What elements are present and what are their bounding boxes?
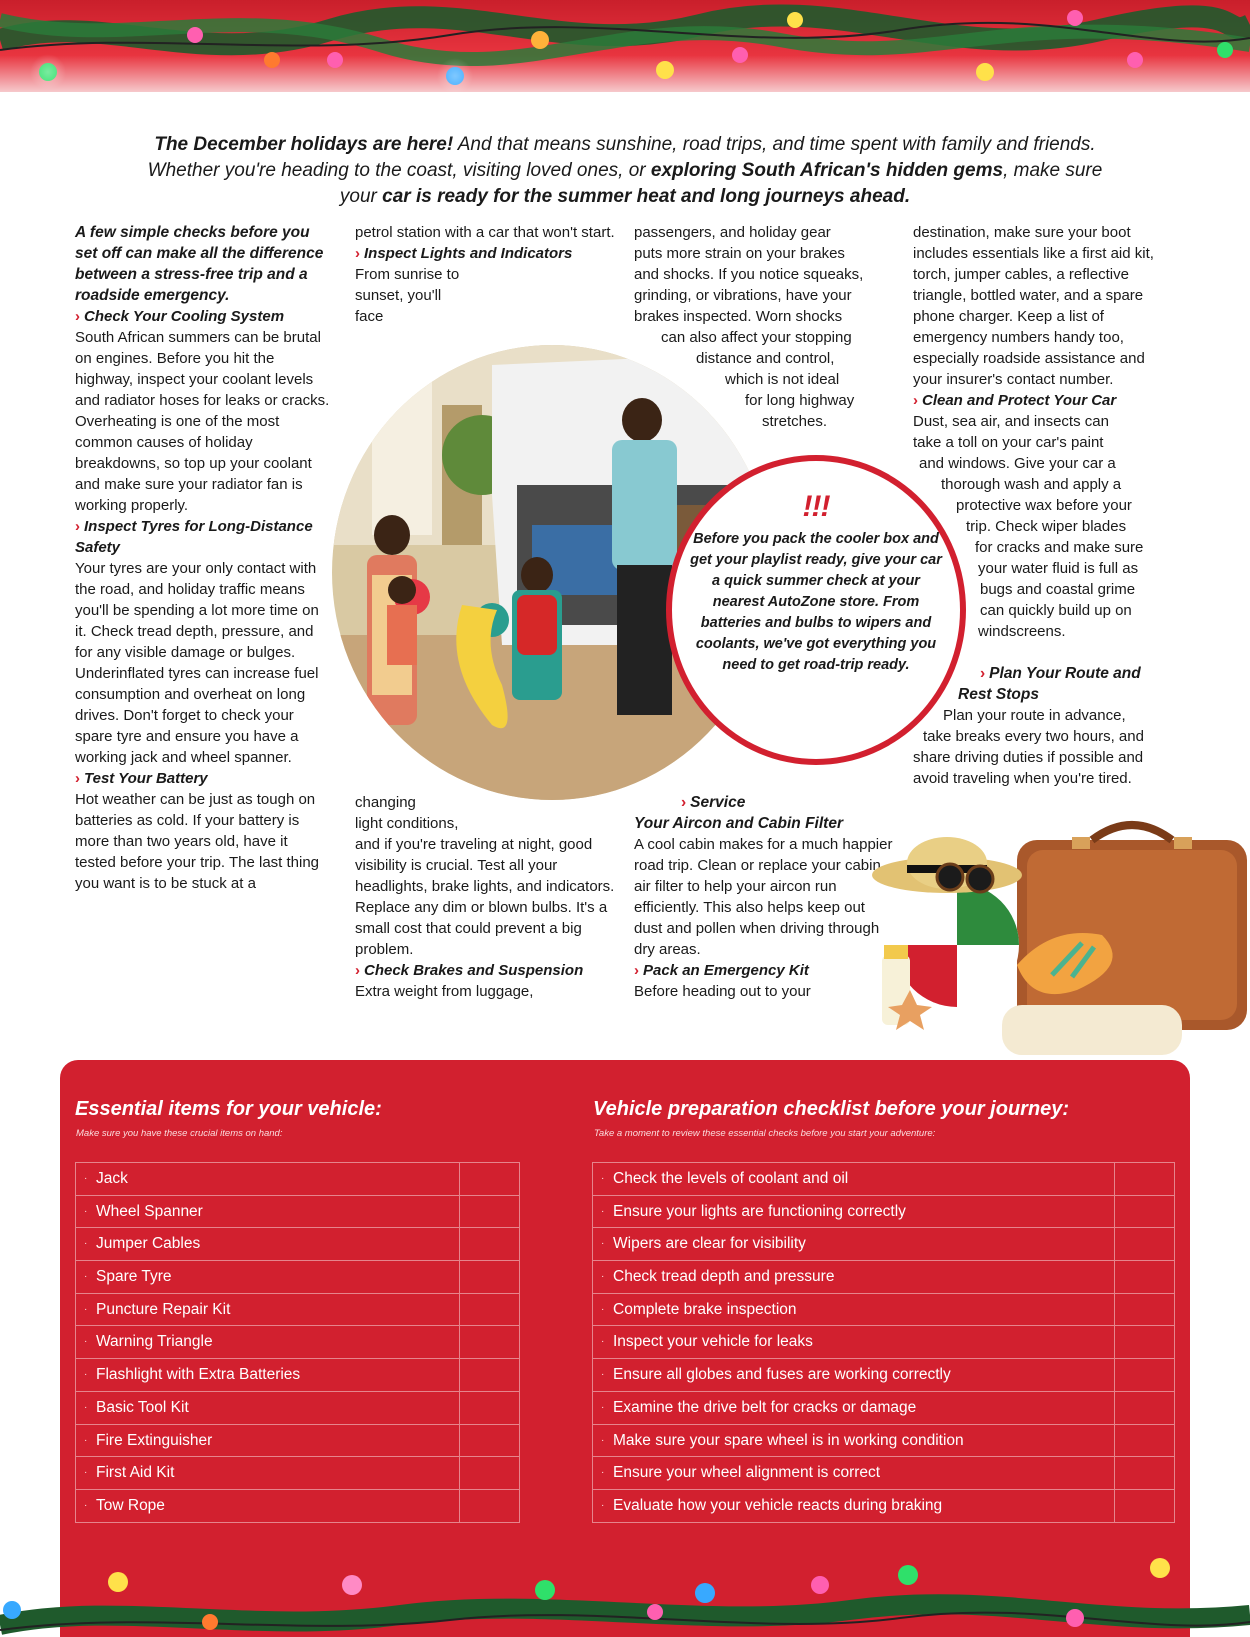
tick-box[interactable] <box>1114 1196 1174 1228</box>
tick-box[interactable] <box>459 1196 519 1228</box>
checklist-row <box>592 1425 1175 1458</box>
checklist-row <box>75 1294 520 1327</box>
heading-brakes <box>355 960 615 981</box>
bullet-icon: · <box>601 1434 605 1446</box>
tick-box[interactable] <box>1114 1261 1174 1293</box>
bullet-icon: · <box>601 1369 605 1381</box>
heading-cooling-text: Check Your Cooling System <box>84 308 285 325</box>
lights-garland-bottom <box>0 1530 1250 1637</box>
exclamation-icon: !!! <box>802 490 830 523</box>
clean-line-6: trip. Check wiper blades <box>966 518 1127 535</box>
chevron-icon: › <box>75 308 80 325</box>
beach-luggage-illustration <box>862 815 1250 1075</box>
tick-box[interactable] <box>459 1326 519 1358</box>
bullet-icon: · <box>84 1205 88 1217</box>
bullet-icon: · <box>84 1238 88 1250</box>
checklist-item-label: Check the levels of coolant and oil <box>613 1170 849 1187</box>
tick-box[interactable] <box>1114 1163 1174 1195</box>
tick-box[interactable] <box>1114 1392 1174 1424</box>
clean-line-5: protective wax before your <box>956 497 1132 514</box>
checklist-row <box>592 1490 1175 1523</box>
bullet-icon: · <box>84 1467 88 1479</box>
body-battery: Hot weather can be just as tough on batteries as cold. If your battery is more than two years old, have it tested before your trip. The last thing you want is to be stuck at a <box>75 791 320 892</box>
clean-line-8: your water fluid is full as <box>978 560 1139 577</box>
chevron-icon: › <box>913 392 918 409</box>
heading-kit <box>634 960 894 981</box>
tick-box[interactable] <box>459 1425 519 1457</box>
essentials-title: Essential items for your vehicle: <box>75 1098 382 1120</box>
heading-battery-text: Test Your Battery <box>84 770 208 787</box>
bullet-icon: · <box>84 1434 88 1446</box>
tick-box[interactable] <box>459 1294 519 1326</box>
bullet-icon: · <box>601 1499 605 1511</box>
intro-paragraph <box>130 132 1120 210</box>
clean-line-3: and windows. Give your car a <box>919 455 1116 472</box>
lights-line-4: changing <box>355 794 416 811</box>
heading-route-text-1: Plan Your Route and <box>989 665 1141 682</box>
brakes-line-6: can also affect your stopping <box>661 329 852 346</box>
checklist-item-label: Examine the drive belt for cracks or damage <box>613 1398 917 1416</box>
heading-battery <box>75 768 330 789</box>
body-battery-cont: petrol station with a car that won't start. <box>355 224 615 241</box>
checklist-item-label: Ensure your lights are functioning correctly <box>613 1202 906 1220</box>
heading-cooling <box>75 306 330 327</box>
clean-line-1: Dust, sea air, and insects can <box>913 413 1109 430</box>
body-brakes-start: Extra weight from luggage, <box>355 983 534 1000</box>
body-aircon: A cool cabin makes for a much happier road trip. Clean or replace your cabin air filter to help your aircon run efficiently. This also helps keep out dust and pollen when driving through dry areas. <box>634 836 893 958</box>
heading-tyres-text: Inspect Tyres for Long-Distance Safety <box>75 518 313 556</box>
column-2-bottom <box>355 792 615 1002</box>
checklist-item-label: Fire Extinguisher <box>96 1431 213 1449</box>
checklist-item-label: Inspect your vehicle for leaks <box>613 1333 813 1351</box>
bullet-icon: · <box>84 1173 88 1184</box>
checklist-item-label: Wipers are clear for visibility <box>613 1235 806 1253</box>
heading-aircon-text-1: Service <box>690 794 746 811</box>
chevron-icon: › <box>681 794 687 811</box>
checklist-row <box>75 1457 520 1490</box>
intro-bold-3: exploring South African's hidden gems <box>650 160 1004 181</box>
heading-route-2: Rest Stops <box>958 686 1039 703</box>
route-line-2: take breaks every two hours, and <box>923 728 1144 745</box>
checklist-row <box>592 1261 1175 1294</box>
lights-line-2: sunset, you'll <box>355 287 442 304</box>
christmas-lights-banner-bottom <box>0 1530 1250 1637</box>
checklist-item-label: Wheel Spanner <box>96 1202 203 1220</box>
heading-clean-text: Clean and Protect Your Car <box>922 392 1117 409</box>
brakes-line-1: passengers, and holiday gear <box>634 224 831 241</box>
clean-line-10: can quickly build up on <box>980 602 1132 619</box>
brakes-line-5: brakes inspected. Worn shocks <box>634 308 843 325</box>
brakes-line-2: puts more strain on your brakes <box>634 245 845 262</box>
bullet-icon: · <box>601 1303 605 1315</box>
checklist-item-label: Basic Tool Kit <box>96 1398 189 1416</box>
checklist-row <box>75 1261 520 1294</box>
checklist-row <box>75 1326 520 1359</box>
heading-lights <box>355 243 615 264</box>
tick-box[interactable] <box>1114 1490 1174 1522</box>
checklist-item-label: Ensure your wheel alignment is correct <box>613 1464 881 1482</box>
checklist-row <box>75 1425 520 1458</box>
heading-kit-text: Pack an Emergency Kit <box>643 962 809 979</box>
chevron-icon: › <box>980 665 986 682</box>
checklist-row <box>592 1196 1175 1229</box>
checklist-row <box>592 1163 1175 1196</box>
column-4 <box>913 222 1178 789</box>
route-line-3: share driving duties if possible and <box>913 749 1144 766</box>
checklist-row <box>592 1326 1175 1359</box>
tick-box[interactable] <box>1114 1457 1174 1489</box>
checklist-item-label: Tow Rope <box>96 1496 165 1514</box>
brakes-line-3: and shocks. If you notice squeaks, <box>634 266 864 283</box>
checklist-row <box>592 1228 1175 1261</box>
bullet-icon: · <box>601 1336 605 1348</box>
intro-text-2: And that means sunshine, road trips, and time spent with family and friends. Whether you're heading to the coast, visiting loved ones, or <box>147 134 1096 181</box>
column-3-bottom <box>634 792 894 1002</box>
body-cooling: South African summers can be brutal on engines. Before you hit the highway, inspect your coolant levels and radiator hoses for leaks or cracks. Overheating is one of the most common causes of holiday breakdowns, so top up your coolant and make sure your radiator fan is working properly. <box>75 329 330 514</box>
bullet-icon: · <box>84 1271 88 1283</box>
intro-text-4: , make sure your <box>339 160 1103 207</box>
checklist-row <box>75 1490 520 1523</box>
bullet-icon: · <box>601 1271 605 1283</box>
body-kit-cont: destination, make sure your boot includes essentials like a first aid kit, torch, jumper cables, a reflective triangle, bottled water, and a spare phone charger. Keep a list of emergency numbers handy too, especially roadside assistance and your insurer's contact number. <box>913 224 1154 388</box>
tick-box[interactable] <box>459 1392 519 1424</box>
christmas-lights-banner-top <box>0 0 1250 92</box>
tick-box[interactable] <box>459 1359 519 1391</box>
tick-box[interactable] <box>1114 1294 1174 1326</box>
lights-garland-top <box>0 0 1250 92</box>
bullet-icon: · <box>84 1303 88 1315</box>
body-tyres: Your tyres are your only contact with the road, and holiday traffic means you'll be spending a lot more time on it. Check tread depth, pressure, and for any visible damage or bulges. Underinflated tyres can increase fuel consumption and overheat on long drives. Don't forget to check your spare tyre and ensure you have a working jack and wheel spanner. <box>75 560 319 766</box>
checklist-item-label: First Aid Kit <box>96 1464 175 1482</box>
chevron-icon: › <box>75 770 80 787</box>
bullet-icon: · <box>84 1369 88 1381</box>
heading-tyres <box>75 516 330 558</box>
checklist-row <box>75 1228 520 1261</box>
checklist-title: Vehicle preparation checklist before your journey: <box>593 1098 1070 1120</box>
checklist-item-label: Jumper Cables <box>96 1235 201 1253</box>
essentials-subtitle: Make sure you have these crucial items on hand: <box>76 1128 283 1139</box>
checklist-row <box>592 1294 1175 1327</box>
heading-lights-text: Inspect Lights and Indicators <box>364 245 573 262</box>
bullet-icon: · <box>601 1205 605 1217</box>
clean-line-7: for cracks and make sure <box>975 539 1144 556</box>
checklist-row <box>75 1359 520 1392</box>
checklist-item-label: Evaluate how your vehicle reacts during braking <box>613 1496 943 1514</box>
checklist-list <box>592 1162 1175 1523</box>
lead-paragraph: A few simple checks before you set off can make all the difference between a stress-free trip and a roadside emergency. <box>75 224 324 304</box>
lights-line-3: face <box>355 308 384 325</box>
brakes-line-7: distance and control, <box>696 350 835 367</box>
checklist-item-label: Make sure your spare wheel is in working condition <box>613 1431 964 1449</box>
bullet-icon: · <box>601 1173 605 1184</box>
route-line-4: avoid traveling when you're tired. <box>913 770 1132 787</box>
heading-aircon-2: Your Aircon and Cabin Filter <box>634 815 843 832</box>
checklist-row <box>592 1359 1175 1392</box>
checklist-subtitle: Take a moment to review these essential checks before you start your adventure: <box>594 1128 936 1139</box>
tick-box[interactable] <box>459 1163 519 1195</box>
checklist-item-label: Ensure all globes and fuses are working correctly <box>613 1366 951 1384</box>
tick-box[interactable] <box>1114 1425 1174 1457</box>
bullet-icon: · <box>84 1499 88 1511</box>
callout-text: Before you pack the cooler box and get your playlist ready, give your car a quick summer check at your nearest AutoZone store. From batteries and bulbs to wipers and coolants, we've got everything you need to get road-trip ready. <box>690 531 942 673</box>
heading-clean <box>913 390 1178 411</box>
brakes-line-4: grinding, or vibrations, have your <box>634 287 852 304</box>
tick-box[interactable] <box>1114 1326 1174 1358</box>
chevron-icon: › <box>355 962 360 979</box>
clean-line-9: bugs and coastal grime <box>980 581 1136 598</box>
body-kit-start: Before heading out to your <box>634 983 811 1000</box>
bullet-icon: · <box>84 1336 88 1348</box>
chevron-icon: › <box>75 518 80 535</box>
intro-bold-1: The December holidays are here! <box>154 134 454 155</box>
tick-box[interactable] <box>1114 1228 1174 1260</box>
checklist-item-label: Jack <box>96 1170 128 1187</box>
tick-box[interactable] <box>459 1457 519 1489</box>
heading-aircon-1 <box>634 792 894 813</box>
checklist-item-label: Spare Tyre <box>96 1268 172 1286</box>
chevron-icon: › <box>355 245 360 262</box>
heading-brakes-text: Check Brakes and Suspension <box>364 962 584 979</box>
tick-box[interactable] <box>1114 1359 1174 1391</box>
brakes-line-10: stretches. <box>762 413 828 430</box>
checklist-row <box>75 1392 520 1425</box>
body-lights: and if you're traveling at night, good visibility is crucial. Test all your headlights, brake lights, and indicators. Replace any dim or blown bulbs. It's a small cost that could prevent a big problem. <box>355 836 615 958</box>
bullet-icon: · <box>84 1401 88 1413</box>
brakes-line-8: which is not ideal <box>725 371 840 388</box>
checklist-item-label: Check tread depth and pressure <box>613 1268 835 1286</box>
column-1 <box>75 222 330 894</box>
checklist-row <box>75 1163 520 1196</box>
checklist-row <box>592 1457 1175 1490</box>
tick-box[interactable] <box>459 1490 519 1522</box>
tick-box[interactable] <box>459 1228 519 1260</box>
checklist-item-label: Warning Triangle <box>96 1333 213 1351</box>
route-line-1: Plan your route in advance, <box>943 707 1126 724</box>
lights-line-5: light conditions, <box>355 815 459 832</box>
checklist-item-label: Flashlight with Extra Batteries <box>96 1366 301 1384</box>
essentials-list <box>75 1162 520 1523</box>
clean-line-4: thorough wash and apply a <box>941 476 1122 493</box>
checklist-row <box>75 1196 520 1229</box>
intro-bold-5: car is ready for the summer heat and long journeys ahead. <box>382 186 911 207</box>
chevron-icon: › <box>634 962 639 979</box>
bullet-icon: · <box>601 1238 605 1250</box>
clean-line-11: windscreens. <box>978 623 1066 640</box>
brakes-line-9: for long highway <box>745 392 855 409</box>
autozone-callout <box>666 455 966 765</box>
column-2-top <box>355 222 615 327</box>
bullet-icon: · <box>601 1401 605 1413</box>
bullet-icon: · <box>601 1467 605 1479</box>
clean-line-2: take a toll on your car's paint <box>913 434 1104 451</box>
checklist-item-label: Puncture Repair Kit <box>96 1300 231 1318</box>
checklist-item-label: Complete brake inspection <box>613 1300 797 1318</box>
tick-box[interactable] <box>459 1261 519 1293</box>
checklist-row <box>592 1392 1175 1425</box>
lights-line-1: From sunrise to <box>355 266 460 283</box>
